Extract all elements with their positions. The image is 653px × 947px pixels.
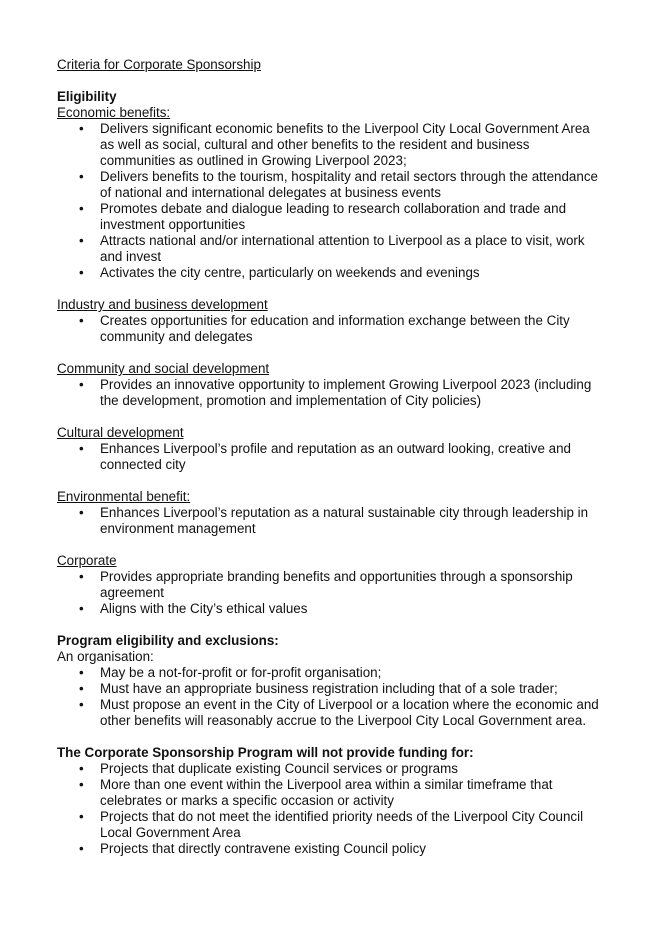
eligibility-heading: Eligibility: [57, 89, 117, 104]
list-item: • Aligns with the City’s ethical values: [57, 601, 607, 617]
community-list: [57, 377, 607, 409]
economic-benefits-list: [57, 121, 607, 281]
section-heading-corporate: Corporate: [57, 553, 117, 568]
section-heading-industry: Industry and business development: [57, 297, 268, 312]
list-item: • Must have an appropriate business registration including that of a sole trader;: [57, 681, 607, 697]
document-page: [57, 57, 607, 857]
list-item: • Projects that directly contravene existing Council policy: [57, 841, 607, 857]
list-item: • Promotes debate and dialogue leading to research collaboration and trade and investment opportunities: [57, 201, 607, 233]
list-item: • Activates the city centre, particularly on weekends and evenings: [57, 265, 607, 281]
list-item: • Must propose an event in the City of Liverpool or a location where the economic and other benefits will reasonably accrue to the Liverpool City Local Government area.: [57, 697, 607, 729]
spacer: [57, 73, 607, 89]
spacer: [57, 729, 607, 745]
list-item: • May be a not-for-profit or for-profit organisation;: [57, 665, 607, 681]
program-list: [57, 665, 607, 729]
list-item: • Delivers significant economic benefits to the Liverpool City Local Government Area as well as social, cultural and other benefits to the resident and business communities as outlined in Growing Liverpool 2023;: [57, 121, 607, 169]
list-item: • Projects that do not meet the identified priority needs of the Liverpool City Council Local Government Area: [57, 809, 607, 841]
list-item: • Projects that duplicate existing Council services or programs: [57, 761, 607, 777]
list-item: • Creates opportunities for education and information exchange between the City community and delegates: [57, 313, 607, 345]
document-title: Criteria for Corporate Sponsorship: [57, 57, 261, 72]
exclusions-heading: The Corporate Sponsorship Program will not provide funding for:: [57, 745, 474, 760]
program-intro: An organisation:: [57, 649, 154, 664]
spacer: [57, 409, 607, 425]
list-item: • More than one event within the Liverpool area within a similar timeframe that celebrates or marks a specific occasion or activity: [57, 777, 607, 809]
spacer: [57, 537, 607, 553]
exclusions-list: [57, 761, 607, 857]
list-item: • Provides an innovative opportunity to implement Growing Liverpool 2023 (including the development, promotion and implementation of City policies): [57, 377, 607, 409]
spacer: [57, 617, 607, 633]
corporate-list: [57, 569, 607, 617]
industry-list: [57, 313, 607, 345]
list-item: • Enhances Liverpool’s reputation as a natural sustainable city through leadership in environment management: [57, 505, 607, 537]
spacer: [57, 473, 607, 489]
section-heading-environmental: Environmental benefit:: [57, 489, 191, 504]
list-item: • Delivers benefits to the tourism, hospitality and retail sectors through the attendance of national and international delegates at business events: [57, 169, 607, 201]
list-item: • Provides appropriate branding benefits and opportunities through a sponsorship agreement: [57, 569, 607, 601]
list-item: • Enhances Liverpool’s profile and reputation as an outward looking, creative and connected city: [57, 441, 607, 473]
cultural-list: [57, 441, 607, 473]
section-heading-community: Community and social development: [57, 361, 270, 376]
program-heading: Program eligibility and exclusions:: [57, 633, 279, 648]
section-heading-cultural: Cultural development: [57, 425, 184, 440]
list-item: • Attracts national and/or international attention to Liverpool as a place to visit, work and invest: [57, 233, 607, 265]
environmental-list: [57, 505, 607, 537]
section-heading-economic: Economic benefits:: [57, 105, 171, 120]
spacer: [57, 345, 607, 361]
spacer: [57, 281, 607, 297]
